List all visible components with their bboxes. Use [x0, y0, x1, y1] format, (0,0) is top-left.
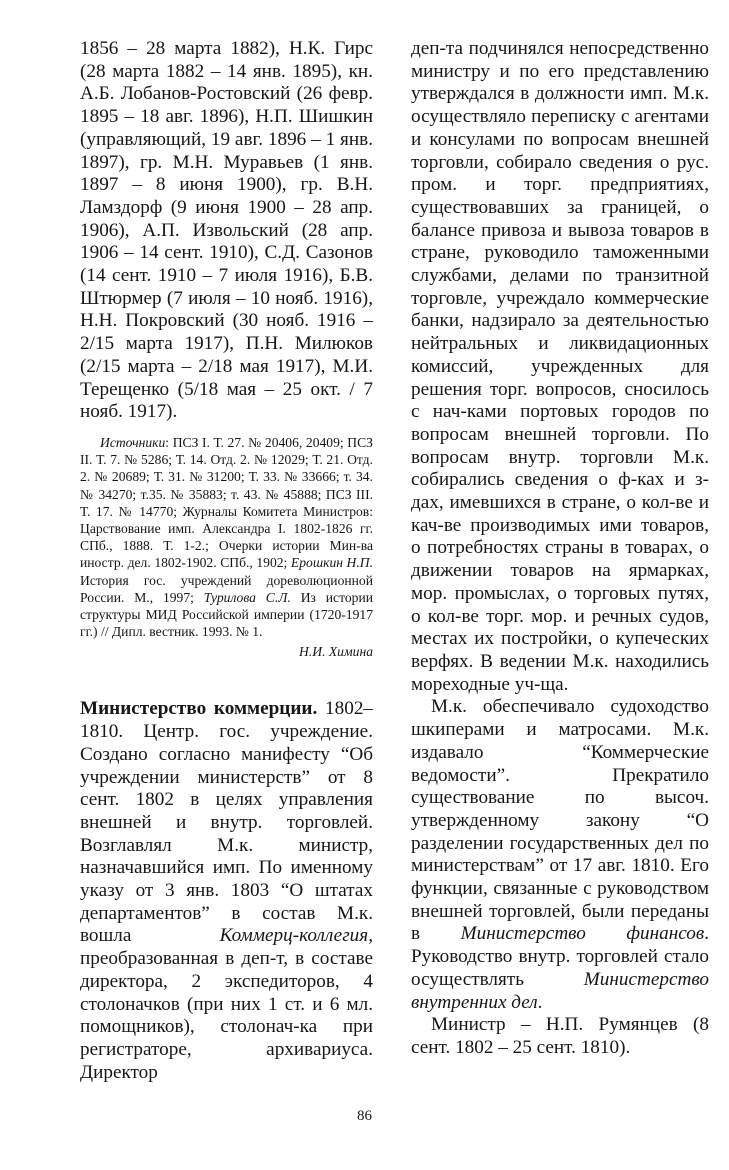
entry-ministry-of-commerce: [80, 698, 373, 1084]
sources-text-3: Из истории структуры МИД Российской империи (1720-1917 гг.) // Дипл. вестник. 1993. № 1.: [80, 589, 373, 640]
right-paragraph-2-text-3: .: [537, 991, 543, 1013]
cross-reference-ministry-of-finance: Министерство финансов: [460, 923, 705, 945]
sources-text-1: : ПСЗ I. Т. 27. № 20406, 20409; ПСЗ II. Т. 7. № 5286; Т. 14. Отд. 2. № 12029; Т. 21. Отд. 2. № 20689; Т. 31. № 31200; Т. 33. № 33666; т. 34. № 34270; т.35. № 35883; т. 43. № 45888; ПСЗ III. Т. 17. № 14770; Журналы Комитета Министров: Царствование имп. Александра I. 1802-1826 гг. СПб., 1888. Т. 1-2.; Очерки истории Мин-ва иностр. дел. 1802-1902. СПб., 1902;: [80, 434, 373, 571]
right-column: [411, 38, 709, 1060]
right-paragraph-3: Министр – Н.П. Румянцев (8 сент. 1802 – 25 сент. 1810).: [411, 1014, 709, 1058]
continuation-paragraph: 1856 – 28 марта 1882), Н.К. Гирс (28 марта 1882 – 14 янв. 1895), кн. А.Б. Лобанов-Ростовский (26 февр. 1895 – 18 авг. 1896), Н.П. Шишкин (управляющий, 19 авг. 1896 – 1 янв. 1897), гр. М.Н. Муравьев (1 янв. 1897 – 8 июня 1900), гр. В.Н. Ламздорф (9 июня 1900 – 28 апр. 1906), А.П. Извольский (28 апр. 1906 – 14 сент. 1910), С.Д. Сазонов (14 сент. 1910 – 7 июля 1916), Б.В. Штюрмер (7 июля – 10 нояб. 1916), Н.Н. Покровский (30 нояб. 1916 – 2/15 марта 1917), П.Н. Милюков (2/15 марта – 2/18 мая 1917), М.И. Терещенко (5/18 мая – 25 окт. / 7 нояб. 1917).: [80, 38, 373, 423]
sources-label: Источники: [100, 434, 166, 450]
right-paragraph-2-text-1: М.к. обеспечивало судоходство шкиперами и матросами. М.к. издавало “Коммерческие ведомости”. Прекратило существование по высоч. утвержденному закону “О разделении государственных дел по министерствам” от 17 авг. 1810. Его функции, связанные с руководством внешней торговлей, были переданы в: [411, 696, 709, 945]
entry-title: Министерство коммерции.: [80, 698, 318, 720]
cross-reference-ministry-of-interior: Министерство внутренних дел: [411, 968, 709, 1013]
left-column: [80, 38, 373, 1084]
sources-text-2: История гос. учреждений дореволюционной России. М., 1997;: [80, 572, 373, 605]
cross-reference-kommerc-kollegiya: Коммерц-коллегия,: [219, 925, 373, 947]
sources-author-1: Ерошкин Н.П.: [290, 555, 373, 571]
page-number: 86: [357, 1108, 372, 1124]
entry-text-2: преобразованная в деп-т, в составе директора, 2 экспедиторов, 4 столоначков (при них 1 ст. и 6 мл. помощников), столонач-ка при регистраторе, архивариуса. Директор: [80, 948, 373, 1083]
right-paragraph-1: деп-та подчинялся непосредственно министру и по его представлению утверждался в должности имп. М.к. осуществляло переписку с агентами и консулами по вопросам внешней торговли, собирало сведения о рус. пром. и торг. предприятиях, существовавших за границей, о балансе привоза и вывоза товаров в стране, руководило таможенными службами, делами по транзитной торговле, учреждало коммерческие банки, надзирало за деятельностью нейтральных и ликвидационных комиссий, учрежденных для решения торг. вопросов, сносилось с нач-ками портовых городов по вопросам внешней торговли. По вопросам внутр. торговли М.к. собирались сведения о ф-ках и з-дах, имевшихся в стране, о кол-ве и кач-ве производимых ими товаров, о потребностях страны в товарах, о движении товаров на ярмарках, мор. промыслах, о торговых путях, о кол-ве торг. мор. и речных судов, местах их постройки, о купеческих верфях. В ведении М.к. находились мореходные уч-ща.: [411, 38, 709, 695]
right-paragraph-2: [411, 696, 709, 1014]
entry-text-1: 1802–1810. Центр. гос. учреждение. Создано согласно манифесту “Об учреждении министерств” от 8 сент. 1802 в целях управления внешней и внутр. торговлей. Возглавлял М.к. министр, назначавшийся имп. По именному указу от 3 янв. 1803 “О штатах департаментов” в состав М.к. вошла: [80, 698, 373, 947]
sources-author-2: Турилова С.Л.: [203, 589, 291, 605]
sources-paragraph: [80, 434, 373, 640]
article-signature: Н.И. Химина: [299, 644, 373, 660]
right-paragraph-2-text-2: . Руководство внутр. торговлей стало осуществлять: [411, 923, 710, 990]
